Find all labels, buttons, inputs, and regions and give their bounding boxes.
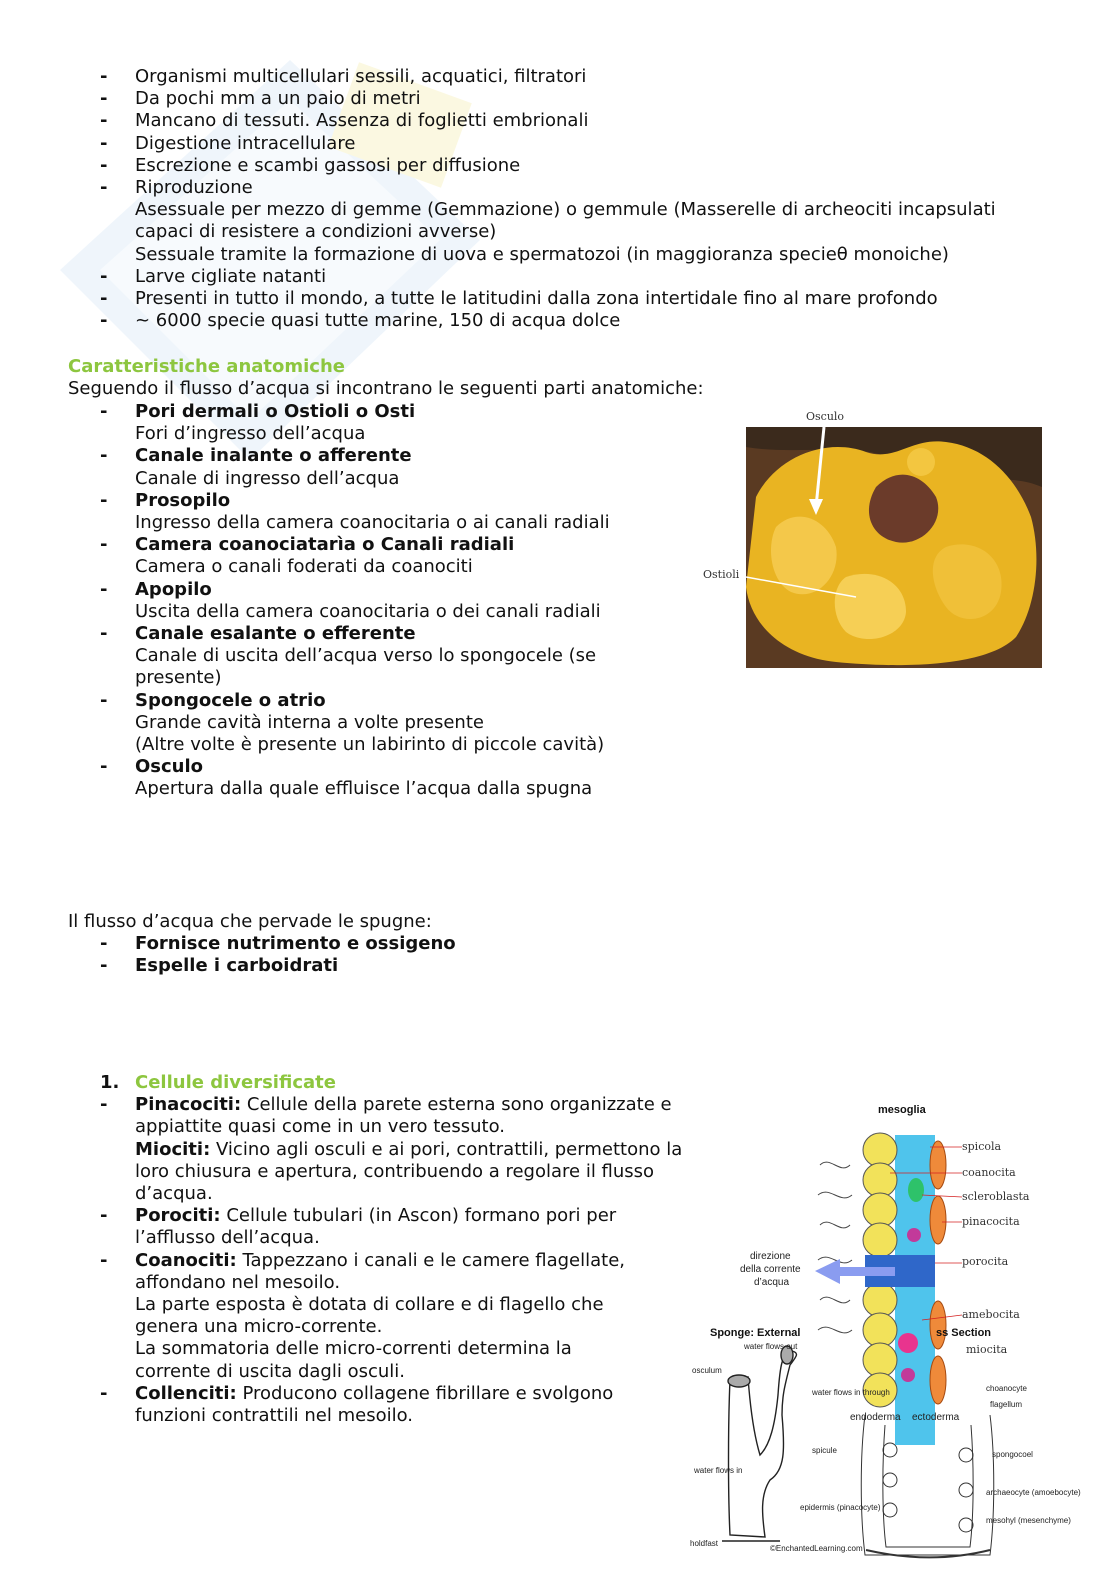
anatomy-item: - Prosopilo Ingresso della camera coanocitaria o ai canali radiali xyxy=(100,489,610,534)
label-osculum: osculum xyxy=(692,1366,722,1375)
cell-item-coanociti: - Coanociti: Tappezzano i canali e le camere flagellate, affondano nel mesoilo. La parte esposta è dotata di collare e di flagello che genera una micro-corrente. La sommatoria delle micro-correnti determina la corrente di uscita dagli osculi. xyxy=(100,1249,625,1382)
list-item: - Larve cigliate natanti xyxy=(100,265,327,287)
list-item: - Presenti in tutto il mondo, a tutte le latitudini dalla zona intertidale fino al mare profondo xyxy=(100,288,938,310)
label-cross-section: ss Section xyxy=(936,1327,992,1339)
label-water-out: water flows out xyxy=(744,1342,798,1351)
label-direction: direzione xyxy=(750,1251,791,1262)
photo-label-ostioli: Ostioli xyxy=(703,568,740,581)
label-direction: della corrente xyxy=(740,1264,801,1275)
flagella-lines xyxy=(818,1162,852,1333)
amoebocyte-cell xyxy=(898,1333,918,1353)
label-ectoderma: ectoderma xyxy=(912,1412,960,1423)
label-archaeocyte: archaeocyte (amoebocyte) xyxy=(986,1488,1081,1497)
amoebocyte-cell xyxy=(901,1368,915,1382)
label-holdfast: holdfast xyxy=(690,1539,719,1548)
list-item: - Da pochi mm a un paio di metri xyxy=(100,88,421,110)
cells-list xyxy=(100,1072,710,1427)
anatomy-item: - Osculo Apertura dalla quale effluisce l’acqua dalla spugna xyxy=(100,756,593,800)
flow-list xyxy=(100,933,456,977)
anatomy-item: - Camera coanociatarìa o Canali radiali Camera o canali foderati da coanociti xyxy=(100,534,515,578)
label-mesohyl: mesohyl (mesenchyme) xyxy=(986,1516,1071,1525)
photo-label-osculo: Osculo xyxy=(806,410,845,423)
label-water-in: water flows in xyxy=(694,1466,743,1475)
anatomy-list xyxy=(100,401,610,801)
label-spongocoel: spongocoel xyxy=(992,1450,1033,1459)
list-item: - ~ 6000 specie quasi tutte marine, 150 di acqua dolce xyxy=(100,310,621,332)
label-sponge-external: Sponge: External xyxy=(710,1327,801,1339)
anatomy-item: - Spongocele o atrio Grande cavità interna a volte presente (Altre volte è presente un labirinto di piccole cavità) xyxy=(100,689,605,756)
label-spicule: spicule xyxy=(812,1446,837,1455)
cell-item-pinacociti: - Pinacociti: Cellule della parete esterna sono organizzate e appiattite quasi come in un vero tessuto. Miociti: Vicino agli osculi e ai pori, contrattili, permettono la loro chiusura e apertura, contribuendo a regolare il flusso d’acqua. xyxy=(100,1094,683,1205)
anatomy-item: - Canale esalante o efferente Canale di uscita dell’acqua verso lo spongocele (se presente) xyxy=(100,623,597,689)
label-mesoglia: mesoglia xyxy=(878,1104,926,1116)
label-credit: ©EnchantedLearning.com xyxy=(770,1544,863,1553)
amoebocyte-cell xyxy=(907,1228,921,1242)
label-epidermis: epidermis (pinacocyte) xyxy=(800,1503,881,1512)
label-coanocita: coanocita xyxy=(962,1166,1016,1179)
label-amebocita: amebocita xyxy=(962,1308,1020,1321)
cells-heading: 1. Cellule diversificate xyxy=(100,1072,336,1093)
anatomy-item: - Canale inalante o afferente Canale di ingresso dell’acqua xyxy=(100,445,412,489)
anatomy-heading: Caratteristiche anatomiche xyxy=(68,356,345,377)
label-spicola: spicola xyxy=(962,1140,1002,1153)
flow-item: - Espelle i carboidrati xyxy=(100,955,339,977)
scleroblast-cell xyxy=(908,1178,924,1202)
label-pinacocita: pinacocita xyxy=(962,1215,1020,1228)
label-porocita: porocita xyxy=(962,1255,1009,1268)
anatomy-item: - Apopilo Uscita della camera coanocitaria o dei canali radiali xyxy=(100,578,601,622)
flow-intro: Il flusso d’acqua che pervade le spugne: xyxy=(68,911,432,932)
anatomy-item: - Pori dermali o Ostioli o Osti Fori d’ingresso dell’acqua xyxy=(100,401,416,445)
flow-item: - Fornisce nutrimento e ossigeno xyxy=(100,933,456,954)
label-miocita: miocita xyxy=(966,1343,1008,1356)
anatomy-intro: Seguendo il flusso d’acqua si incontrano le seguenti parti anatomiche: xyxy=(68,378,704,399)
label-direction: d’acqua xyxy=(754,1277,790,1288)
sponge-cell-diagram xyxy=(690,1095,1081,1565)
list-item-reproduction: - Riproduzione Asessuale per mezzo di gemme (Gemmazione) o gemmule (Masserelle di archeociti incapsulati capaci di resistere a condizioni avverse) Sessuale tramite la formazione di uova e spermatozoi (in maggioranza specieθ monoiche) xyxy=(100,177,996,265)
intro-list xyxy=(100,66,996,332)
label-water-in-through: water flows in through xyxy=(812,1388,890,1397)
cell-item-porociti: - Porociti: Cellule tubulari (in Ascon) formano pori per l’afflusso dell’acqua. xyxy=(100,1205,617,1249)
list-item: - Escrezione e scambi gassosi per diffusione xyxy=(100,154,521,176)
cell-item-collenciti: - Collenciti: Producono collagene fibrillare e svolgono funzioni contrattili nel mesoilo. xyxy=(100,1382,614,1427)
label-scleroblasta: scleroblasta xyxy=(962,1190,1030,1203)
sponge-photo xyxy=(746,427,1042,668)
label-endoderma: endoderma xyxy=(850,1412,901,1423)
list-item: - Organismi multicellulari sessili, acquatici, filtratori xyxy=(100,66,587,87)
label-choanocyte: choanocyte xyxy=(986,1384,1027,1393)
list-item: - Digestione intracellulare xyxy=(100,132,356,154)
list-item: - Mancano di tessuti. Assenza di foglietti embrionali xyxy=(100,110,589,132)
external-sponge-drawing xyxy=(722,1346,796,1541)
label-flagellum: flagellum xyxy=(990,1400,1023,1409)
